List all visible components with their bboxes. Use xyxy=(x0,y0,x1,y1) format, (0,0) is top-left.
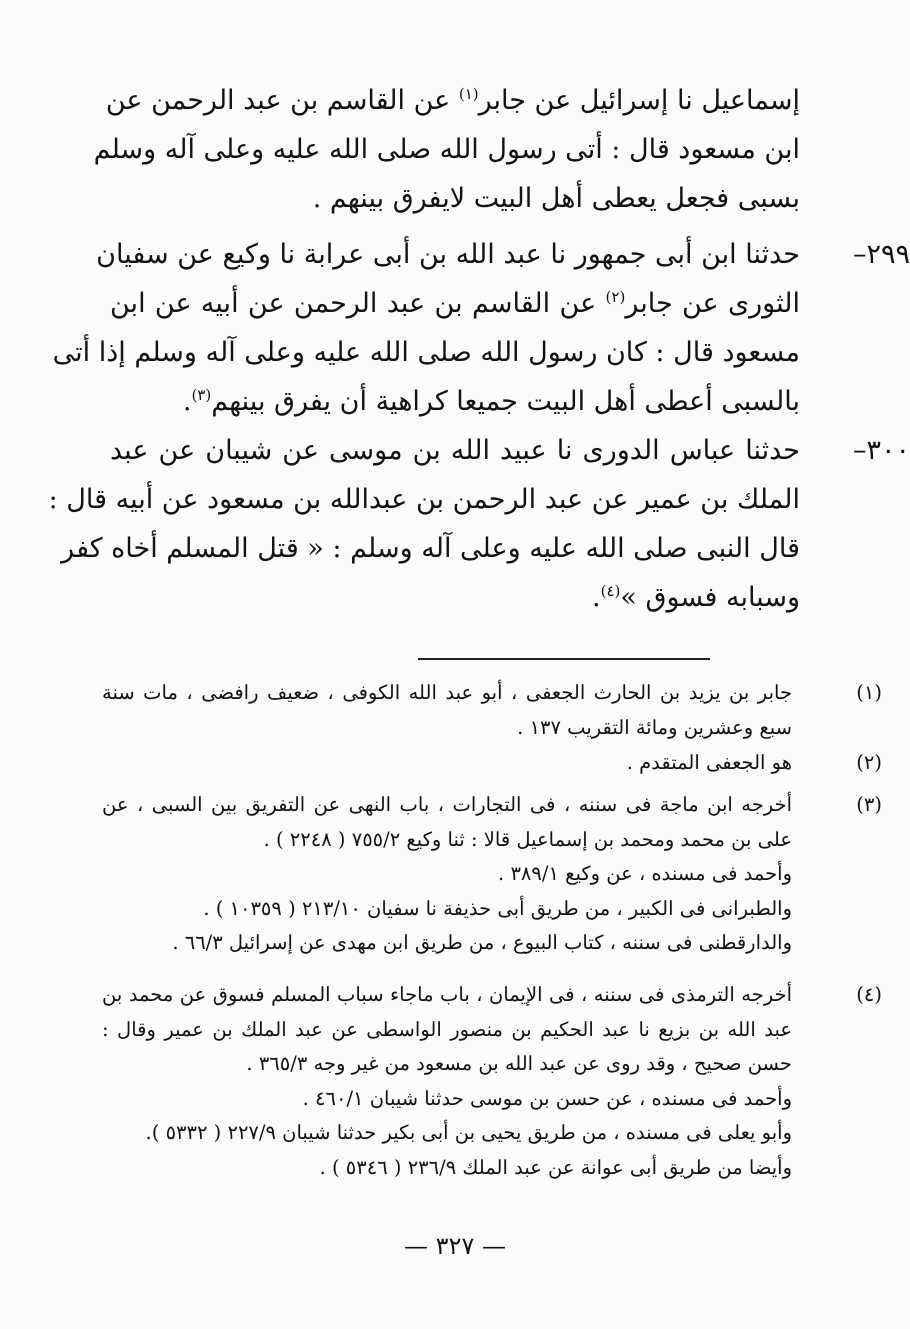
footnote-line: على بن محمد ومحمد بن إسماعيل قالا : ثنا وكيع ٧٥٥/٢ ( ٢٢٤٨ ) . xyxy=(263,827,792,851)
footnote-number: (٣) xyxy=(856,793,882,816)
footnote-separator xyxy=(418,658,710,660)
text-line xyxy=(110,377,800,426)
footnote-ref: (٣) xyxy=(191,386,212,404)
hadith-299 xyxy=(52,230,910,426)
footnote-line: سبع وعشرين ومائة التقريب ١٣٧ . xyxy=(517,715,792,739)
text-span: عن القاسم بن عبد الرحمن عن xyxy=(105,85,459,116)
hadith-number: ٢٩٩– xyxy=(852,239,910,270)
footnote-line: والطبرانى فى الكبير ، من طريق أبى حذيفة نا سفيان ٢١٣/١٠ ( ١٠٣٥٩ ) . xyxy=(203,896,792,920)
footnote-line: أخرجه ابن ماجة فى سننه ، فى التجارات ، باب النهى عن التفريق بين السبى ، عن xyxy=(102,793,792,816)
footnote-ref: (١) xyxy=(458,85,479,103)
footnote-4 xyxy=(102,978,882,1185)
text-line: قال النبى صلى الله عليه وعلى آله وسلم : « قتل المسلم أخاه كفر xyxy=(61,533,800,564)
footnote-line: وأحمد فى مسنده ، عن وكيع ٣٨٩/١ . xyxy=(498,862,792,885)
text-line xyxy=(110,573,800,622)
text-line: الملك بن عمير عن عبد الرحمن بن عبدالله بن مسعود عن أبيه قال : xyxy=(48,484,800,515)
text-line xyxy=(110,279,800,328)
hadith-number: ٣٠٠– xyxy=(852,435,910,466)
footnote-line: جابر بن يزيد بن الحارث الجعفى ، أبو عبد الله الكوفى ، ضعيف رافضى ، مات سنة xyxy=(102,681,792,704)
text-span: بالسبى أعطى أهل البيت جميعا كراهية أن يفرق بينهم xyxy=(211,386,800,417)
footnote-line: حسن صحيح ، وقد روى عن عبد الله بن مسعود من غير وجه ٣٦٥/٣ . xyxy=(246,1052,792,1075)
footnote-line: وأبو يعلى فى مسنده ، من طريق يحيى بن أبى بكير حدثنا شيبان ٢٢٧/٩ ( ٥٣٣٢ ). xyxy=(145,1121,792,1144)
text-span: إسماعيل نا إسرائيل عن جابر xyxy=(478,85,800,116)
footnote-number: (٢) xyxy=(856,751,882,774)
text-line xyxy=(105,76,800,125)
text-line: حدثنا عباس الدورى نا عبيد الله بن موسى عن شيبان عن عبد xyxy=(110,435,800,466)
footnote-number: (٤) xyxy=(856,983,882,1006)
intro-paragraph xyxy=(93,76,800,223)
footnote-1 xyxy=(102,676,882,745)
text-span: وسبابه فسوق » xyxy=(620,582,800,613)
footnote-line: عبد الله بن بزيع نا عبد الحكيم بن منصور الواسطى عن عبد الملك بن عمير وقال : xyxy=(102,1017,792,1041)
text-line: بسبى فجعل يعطى أهل البيت لايفرق بينهم . xyxy=(312,183,800,214)
footnote-3 xyxy=(102,788,882,961)
footnote-line: هو الجعفى المتقدم . xyxy=(626,751,792,774)
footnote-ref: (٤) xyxy=(600,582,621,600)
text-span: . xyxy=(182,386,192,417)
text-span: عن القاسم بن عبد الرحمن عن أبيه عن ابن xyxy=(110,288,606,319)
hadith-300 xyxy=(48,426,910,622)
footnote-number: (١) xyxy=(856,681,882,704)
footnote-ref: (٢) xyxy=(605,288,626,306)
footnote-2 xyxy=(102,746,882,781)
footnote-line: أخرجه الترمذى فى سننه ، فى الإيمان ، باب ماجاء سباب المسلم فسوق عن محمد بن xyxy=(102,983,792,1006)
footnote-line: وأيضا من طريق أبى عوانة عن عبد الملك ٢٣٦/٩ ( ٥٣٤٦ ) . xyxy=(319,1155,792,1179)
footnote-line: وأحمد فى مسنده ، عن حسن بن موسى حدثنا شيبان ٤٦٠/١ . xyxy=(302,1086,792,1110)
footnote-line: والدارقطنى فى سننه ، كتاب البيوع ، من طريق ابن مهدى عن إسرائيل ٦٦/٣ . xyxy=(172,931,792,954)
text-span: . xyxy=(592,582,601,613)
page-number: — ٣٢٧ — xyxy=(404,1232,506,1260)
text-line: ابن مسعود قال : أتى رسول الله صلى الله عليه وعلى آله وسلم xyxy=(93,134,800,165)
text-line: مسعود قال : كان رسول الله صلى الله عليه وعلى آله وسلم إذا أتى xyxy=(52,337,800,368)
text-span: الثورى عن جابر xyxy=(625,288,800,319)
text-line: حدثنا ابن أبى جمهور نا عبد الله بن أبى عرابة نا وكيع عن سفيان xyxy=(96,239,800,270)
